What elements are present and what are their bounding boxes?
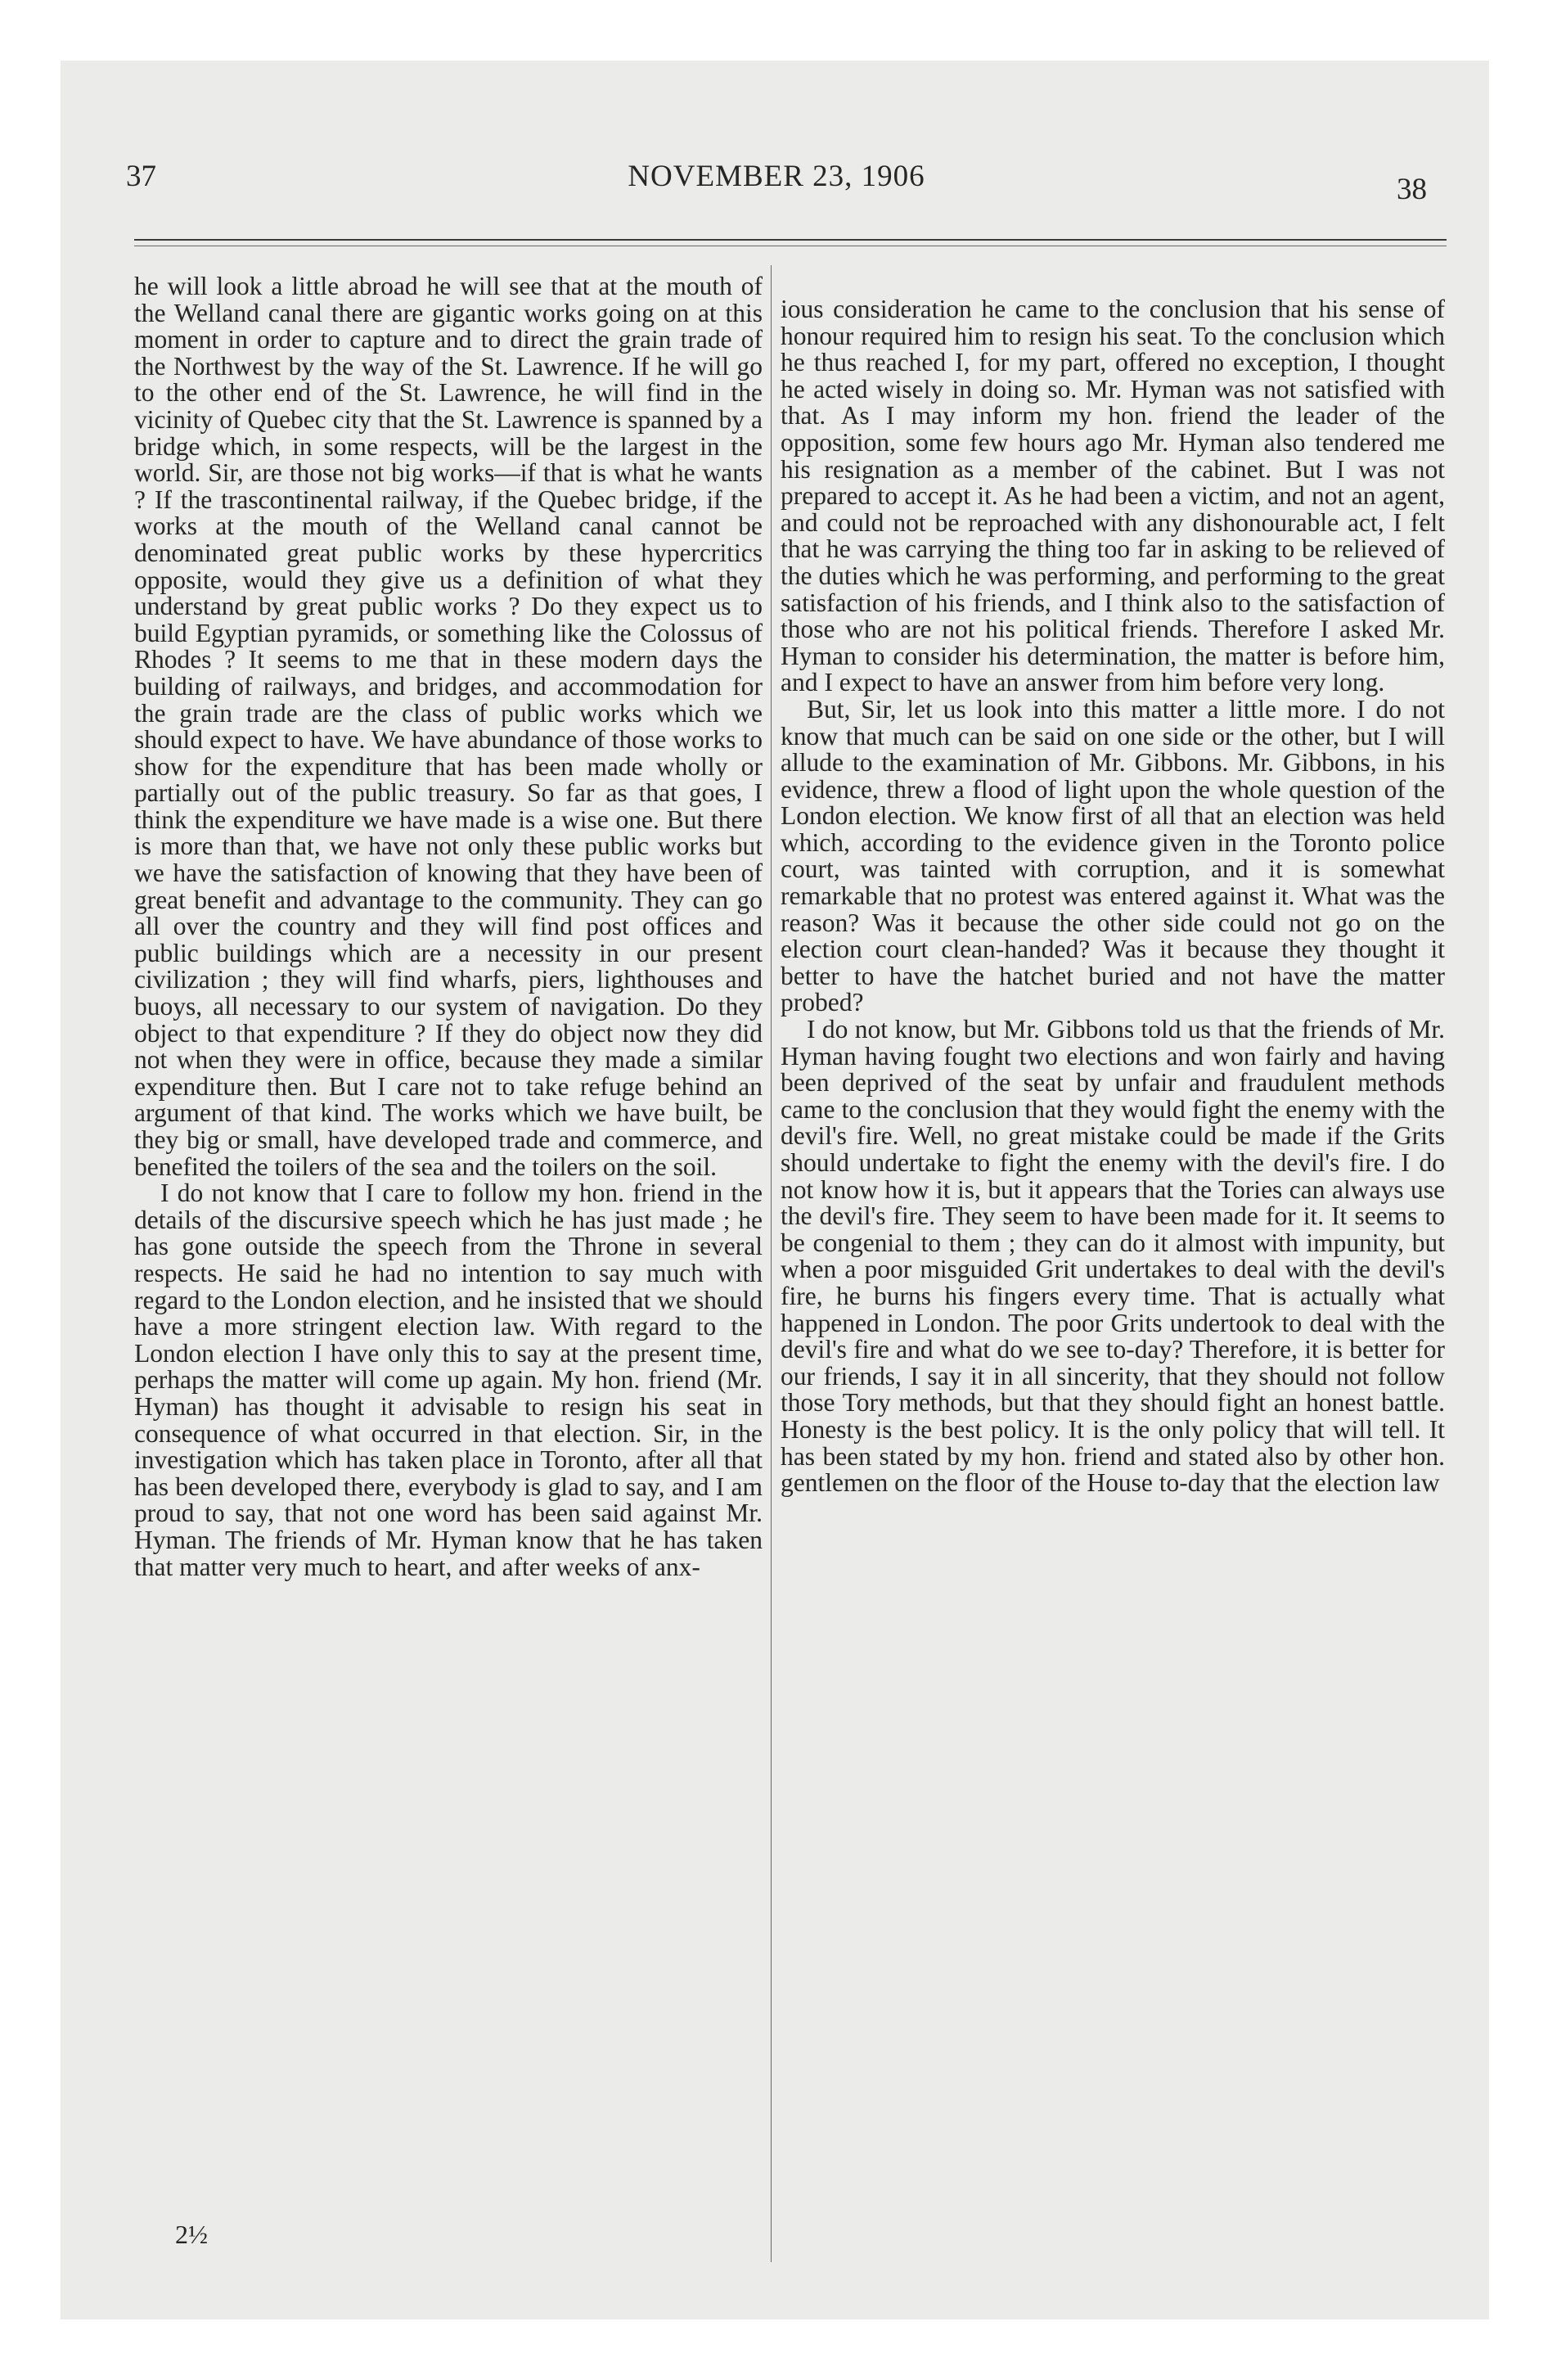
column-divider	[771, 265, 772, 2262]
left-paragraph-1: he will look a little abroad he will see that at the mouth of the Welland canal there are gigantic works going on at this moment in order to capture and to direct the grain trade of the Northwest by the way of the St. Lawrence. If he will go to the other end of the St. Lawrence, he will find in the vicinity of Quebec city that the St. Lawrence is spanned by a bridge which, in some respects, will be the largest in the world. Sir, are those not big works—if that is what he wants ? If the trascontinental railway, if the Quebec bridge, if the works at the mouth of the Welland canal cannot be denominated great public works by these hypercritics opposite, would they give us a definition of what they understand by great public works ? Do they expect us to build Egyptian pyramids, or something like the Colossus of Rhodes ? It seems to me that in these modern days the building of railways, and bridges, and accommodation for the grain trade are the class of public works which we should expect to have. We have abundance of those works to show for the expenditure that has been made wholly or partially out of the public treasury. So far as that goes, I think the expenditure we have made is a wise one. But there is more than that, we have not only these public works but we have the satisfaction of knowing that they have been of great benefit and advantage to the community. They can go all over the country and they will find post offices and public buildings which are a necessity in our present civilization ; they will find wharfs, piers, lighthouses and buoys, all necessary to our system of navigation. Do they object to that expenditure ? If they do object now they did not when they were in office, because they made a similar expenditure then. But I care not to take refuge behind an argument of that kind. The works which we have built, be they big or small, have developed trade and commerce, and benefited the toilers of the sea and the toilers on the soil.	[134, 272, 763, 1181]
document-page	[61, 61, 1489, 2319]
right-page-number: 38	[1397, 173, 1427, 206]
right-column	[781, 296, 1445, 1497]
right-paragraph-3: I do not know, but Mr. Gibbons told us that the friends of Mr. Hyman having fought two elections and won fairly and having been deprived of the seat by unfair and fraudulent methods came to the conclusion that they would fight the enemy with the devil's fire. Well, no great mistake could be made if the Grits should undertake to fight the enemy with the devil's fire. I do not know how it is, but it appears that the Tories can always use the devil's fire. They seem to have been made for it. It seems to be congenial to them ; they can do it almost with impunity, but when a poor misguided Grit undertakes to deal with the devil's fire, he burns his fingers every time. That is actually what happened in London. The poor Grits undertook to deal with the devil's fire and what do we see to-day? Therefore, it is better for our friends, I say it in all sincerity, that they should not follow those Tory methods, but that they should fight an honest battle. Honesty is the best policy. It is the only policy that will tell. It has been stated by my hon. friend and stated also by other hon. gentlemen on the floor of the House to-day that the election law	[781, 1015, 1445, 1498]
header-rule	[134, 239, 1447, 241]
left-paragraph-2: I do not know that I care to follow my hon. friend in the details of the discursive speech which he has just made ; he has gone outside the speech from the Throne in several respects. He said he had no intention to say much with regard to the London election, and he insisted that we should have a more stringent election law. With regard to the London election I have only this to say at the present time, perhaps the matter will come up again. My hon. friend (Mr. Hyman) has thought it advisable to resign his seat in consequence of what occurred in that election. Sir, in the investigation which has taken place in Toronto, after all that has been developed there, everybody is glad to say, and I am proud to say, that not one word has been said against Mr. Hyman. The friends of Mr. Hyman know that he has taken that matter very much to heart, and after weeks of anx-	[134, 1179, 763, 1581]
signature-mark: 2½	[175, 2220, 208, 2249]
left-column	[134, 273, 763, 1580]
right-paragraph-2: But, Sir, let us look into this matter a little more. I do not know that much can be said on one side or the other, but I will allude to the examination of Mr. Gibbons. Mr. Gibbons, in his evidence, threw a flood of light upon the whole question of the London election. We know first of all that an election was held which, according to the evidence given in the Toronto police court, was tainted with corruption, and it is somewhat remarkable that no protest was entered against it. What was the reason? Was it because the other side could not go on the election court clean-handed? Was it because they thought it better to have the hatchet buried and not have the matter probed?	[781, 694, 1445, 1017]
left-page-number: 37	[126, 160, 156, 193]
header-date: NOVEMBER 23, 1906	[628, 160, 925, 193]
right-paragraph-1: ious consideration he came to the conclusion that his sense of honour required him to resign his seat. To the conclusion which he thus reached I, for my part, offered no exception, I thought he acted wisely in doing so. Mr. Hyman was not satisfied with that. As I may inform my hon. friend the leader of the opposition, some few hours ago Mr. Hyman also tendered me his resignation as a member of the cabinet. But I was not prepared to accept it. As he had been a victim, and not an agent, and could not be reproached with any dishonourable act, I felt that he was carrying the thing too far in asking to be relieved of the duties which he was performing, and performing to the great satisfaction of his friends, and I think also to the satisfaction of those who are not his political friends. Therefore I asked Mr. Hyman to consider his determination, the matter is before him, and I expect to have an answer from him before very long.	[781, 295, 1445, 697]
scanned-page	[61, 61, 1489, 2319]
page-header	[126, 159, 1427, 216]
